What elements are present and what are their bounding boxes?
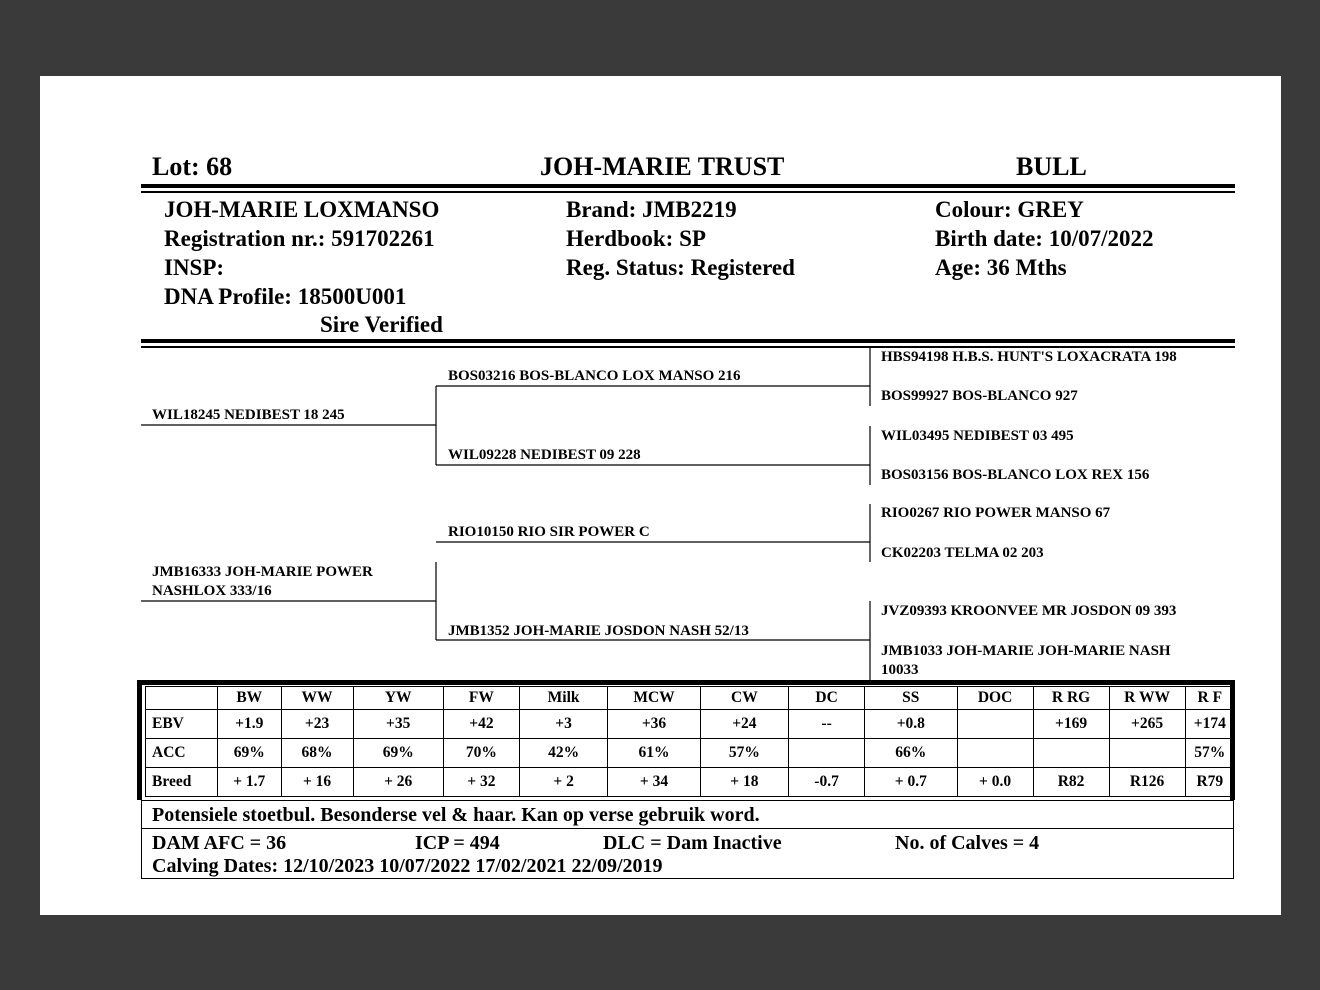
pedigree-ddd-line2: 10033 (881, 662, 919, 678)
pedigree-dam-line1: JMB16333 JOH-MARIE POWER (152, 564, 373, 580)
ebv-cell: +0.8 (865, 710, 957, 739)
acc-cell: 57% (700, 739, 788, 768)
lot-number: Lot: 68 (152, 152, 233, 181)
breed-cell: + 0.7 (865, 768, 957, 797)
ebv-col-header: CW (700, 687, 788, 710)
ebv-col-header: WW (281, 687, 353, 710)
breed-cell: + 26 (353, 768, 443, 797)
insp-label: INSP: (164, 255, 225, 280)
breed-cell: R82 (1033, 768, 1109, 797)
animal-sex: BULL (1016, 152, 1087, 181)
ebv-frame-left (137, 680, 142, 800)
registration-status: Reg. Status: Registered (566, 255, 795, 280)
breed-cell: + 32 (443, 768, 519, 797)
brand: Brand: JMB2219 (566, 197, 737, 222)
ebv-cell: +174 (1185, 710, 1234, 739)
ebv-cell (957, 710, 1033, 739)
acc-cell: 70% (443, 739, 519, 768)
pedigree-dss: RIO0267 RIO POWER MANSO 67 (881, 505, 1111, 521)
acc-cell: 57% (1185, 739, 1234, 768)
number-of-calves: No. of Calves = 4 (895, 832, 1040, 854)
pedigree-dam-dam: JMB1352 JOH-MARIE JOSDON NASH 52/13 (448, 623, 749, 639)
ebv-col-header: Milk (519, 687, 607, 710)
ebv-cell: -- (789, 710, 865, 739)
ebv-table (145, 686, 1235, 797)
ebv-cell: +265 (1109, 710, 1185, 739)
breed-cell: + 16 (281, 768, 353, 797)
ebv-cell: +36 (608, 710, 700, 739)
breed-cell: -0.7 (789, 768, 865, 797)
ebv-col-header: YW (353, 687, 443, 710)
ebv-row-label: EBV (146, 710, 218, 739)
breed-row (146, 768, 1235, 797)
ebv-col-header (146, 687, 218, 710)
acc-cell: 69% (353, 739, 443, 768)
acc-cell: 68% (281, 739, 353, 768)
ebv-cell: +23 (281, 710, 353, 739)
ebv-col-header: R F (1185, 687, 1234, 710)
ebv-cell: +42 (443, 710, 519, 739)
pedigree-sdd: BOS03156 BOS-BLANCO LOX REX 156 (881, 467, 1150, 483)
animal-name: JOH-MARIE LOXMANSO (164, 197, 440, 222)
remarks: Potensiele stoetbul. Besonderse vel & haar. Kan op verse gebruik word. (141, 800, 1234, 829)
ebv-col-header: SS (865, 687, 957, 710)
age: Age: 36 Mths (935, 255, 1067, 280)
acc-row (146, 739, 1235, 768)
ebv-col-header: R RG (1033, 687, 1109, 710)
ebv-col-header: DC (789, 687, 865, 710)
pedigree-dds: JVZ09393 KROONVEE MR JOSDON 09 393 (881, 603, 1177, 619)
acc-cell: 69% (217, 739, 281, 768)
colour: Colour: GREY (935, 197, 1084, 222)
breed-row-label: Breed (146, 768, 218, 797)
acc-cell: 61% (608, 739, 700, 768)
acc-cell (1033, 739, 1109, 768)
ebv-header-row (146, 687, 1235, 710)
ebv-col-header: R WW (1109, 687, 1185, 710)
sire-verified: Sire Verified (320, 312, 443, 337)
sale-catalogue-page (40, 76, 1281, 915)
breed-cell: + 0.0 (957, 768, 1033, 797)
dam-afc: DAM AFC = 36 (152, 832, 287, 854)
acc-cell (1109, 739, 1185, 768)
dam-info-block (141, 828, 1234, 879)
ebv-cell: +35 (353, 710, 443, 739)
breed-cell: R79 (1185, 768, 1234, 797)
breed-cell: + 18 (700, 768, 788, 797)
pedigree-sire: WIL18245 NEDIBEST 18 245 (152, 407, 345, 423)
acc-row-label: ACC (146, 739, 218, 768)
dna-profile: DNA Profile: 18500U001 (164, 284, 407, 309)
ebv-cell: +169 (1033, 710, 1109, 739)
breeder-name: JOH-MARIE TRUST (540, 152, 785, 181)
ebv-cell: +24 (700, 710, 788, 739)
breed-cell: + 2 (519, 768, 607, 797)
ebv-frame-top (137, 680, 1235, 685)
pedigree-sire-dam: WIL09228 NEDIBEST 09 228 (448, 447, 641, 463)
pedigree-dsd: CK02203 TELMA 02 203 (881, 545, 1044, 561)
pedigree-sss: HBS94198 H.B.S. HUNT'S LOXACRATA 198 (881, 349, 1177, 365)
acc-cell: 66% (865, 739, 957, 768)
ebv-col-header: DOC (957, 687, 1033, 710)
registration-number: Registration nr.: 591702261 (164, 226, 435, 251)
breed-cell: R126 (1109, 768, 1185, 797)
ebv-col-header: MCW (608, 687, 700, 710)
ebv-col-header: BW (217, 687, 281, 710)
pedigree-sds: WIL03495 NEDIBEST 03 495 (881, 428, 1074, 444)
herdbook: Herdbook: SP (566, 226, 706, 251)
breed-cell: + 1.7 (217, 768, 281, 797)
pedigree-ddd-line1: JMB1033 JOH-MARIE JOH-MARIE NASH (881, 643, 1171, 659)
pedigree-ssd: BOS99927 BOS-BLANCO 927 (881, 388, 1078, 404)
dam-dlc: DLC = Dam Inactive (603, 832, 782, 854)
acc-cell: 42% (519, 739, 607, 768)
breed-cell: + 34 (608, 768, 700, 797)
dam-icp: ICP = 494 (415, 832, 500, 854)
ebv-cell: +1.9 (217, 710, 281, 739)
pedigree-dam-line2: NASHLOX 333/16 (152, 583, 272, 599)
ebv-cell: +3 (519, 710, 607, 739)
acc-cell (957, 739, 1033, 768)
ebv-col-header: FW (443, 687, 519, 710)
pedigree-dam-sire: RIO10150 RIO SIR POWER C (448, 524, 650, 540)
birth-date: Birth date: 10/07/2022 (935, 226, 1154, 251)
calving-dates: Calving Dates: 12/10/2023 10/07/2022 17/02/2021 22/09/2019 (152, 855, 663, 877)
acc-cell (789, 739, 865, 768)
ebv-row (146, 710, 1235, 739)
pedigree-sire-sire: BOS03216 BOS-BLANCO LOX MANSO 216 (448, 368, 741, 384)
